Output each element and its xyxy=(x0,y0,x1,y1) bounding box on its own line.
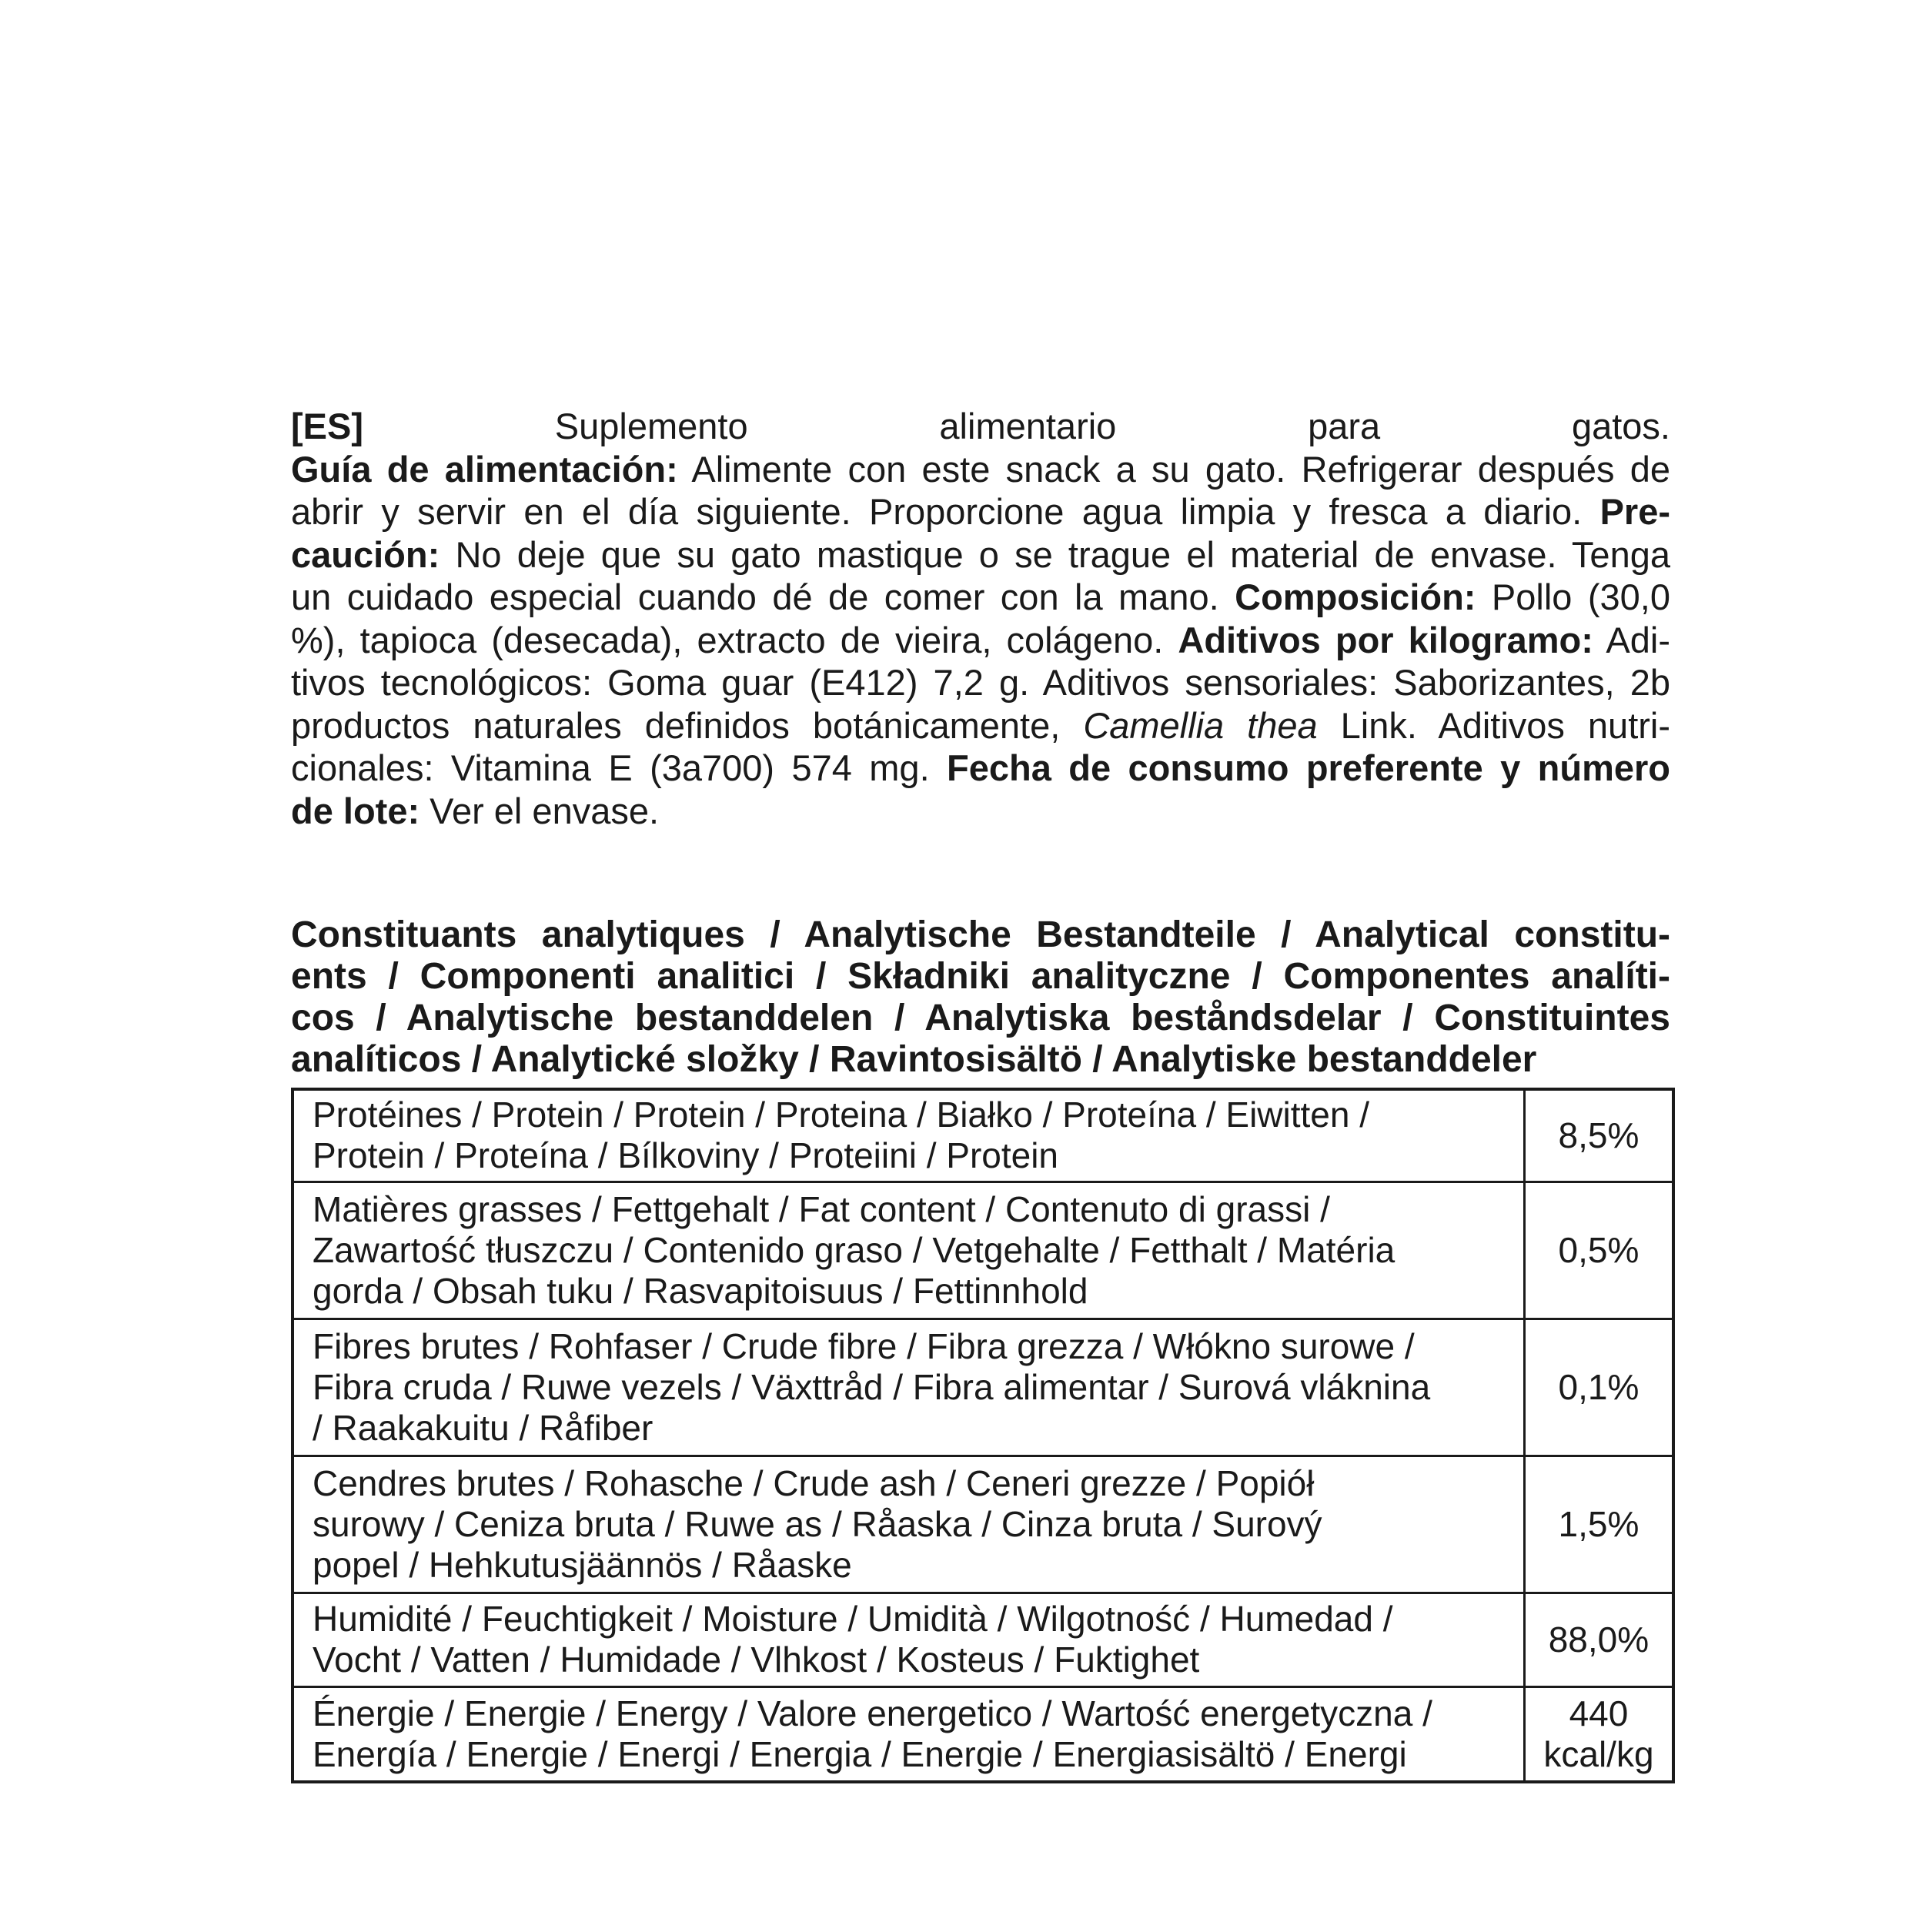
heading-line: Constituants analytiques / Analytische Bestandteile / Analytical constitu- xyxy=(291,914,1670,955)
label-line xyxy=(291,576,1670,619)
constituent-name-line: Fibres brutes / Rohfaser / Crude fibre / Fibra grezza / Włókno surowe / xyxy=(313,1325,1415,1366)
label-bold-text: Pre- xyxy=(1599,491,1670,532)
constituent-name-line: Matières grasses / Fettgehalt / Fat content / Contenuto di grassi / xyxy=(313,1188,1330,1229)
constituent-value-line: 1,5% xyxy=(1558,1503,1640,1544)
label-bold-text: Aditivos por kilogramo: xyxy=(1178,619,1593,660)
constituent-name-line: Énergie / Energie / Energy / Valore energetico / Wartość energetyczna / xyxy=(313,1693,1432,1733)
label-line xyxy=(291,490,1670,533)
constituent-value xyxy=(1524,1686,1673,1782)
constituent-name-line: Energía / Energie / Energi / Energia / Energie / Energiasisältö / Energi xyxy=(313,1733,1407,1774)
constituent-name-line: Humidité / Feuchtigkeit / Moisture / Umidità / Wilgotność / Humedad / xyxy=(313,1599,1393,1639)
label-text: Alimente con este snack a su gato. Refrigerar después de xyxy=(677,448,1670,490)
language-tag: [ES] xyxy=(291,406,363,446)
product-description: Suplemento alimentario para gatos. xyxy=(363,406,1670,446)
constituent-value-line: 8,5% xyxy=(1558,1115,1640,1155)
label-bold-text: Fecha de consumo preferente y número xyxy=(947,747,1670,788)
constituent-name xyxy=(292,1456,1524,1593)
table-row xyxy=(292,1319,1673,1456)
constituent-name-line: surowy / Ceniza bruta / Ruwe as / Råaska / Cinza bruta / Surový xyxy=(313,1503,1322,1544)
label-text: abrir y servir en el día siguiente. Proporcione agua limpia y fresca a diario. xyxy=(291,491,1600,532)
label-bold-text: caución: xyxy=(291,533,440,575)
constituent-name xyxy=(292,1686,1524,1782)
constituent-value xyxy=(1524,1089,1673,1182)
label-body xyxy=(291,448,1670,833)
label-bold-text: Composición: xyxy=(1235,577,1476,617)
label-text: Adi- xyxy=(1593,619,1670,660)
constituent-value-line: 0,1% xyxy=(1558,1366,1640,1407)
label-line xyxy=(291,448,1670,491)
constituent-value xyxy=(1524,1456,1673,1593)
constituent-name-line: gorda / Obsah tuku / Rasvapitoisuus / Fettinnhold xyxy=(313,1270,1088,1311)
constituent-value-line: 0,5% xyxy=(1558,1229,1640,1270)
table-row xyxy=(292,1593,1673,1686)
constituent-value xyxy=(1524,1182,1673,1319)
label-bold-text: Guía de alimentación: xyxy=(291,448,678,490)
constituent-name-line: / Raakakuitu / Råfiber xyxy=(313,1407,653,1448)
label-text: Pollo (30,0 xyxy=(1476,577,1670,617)
table-row xyxy=(292,1182,1673,1319)
constituent-name-line: Protein / Proteína / Bílkoviny / Proteiini / Protein xyxy=(313,1135,1059,1176)
constituent-name xyxy=(292,1319,1524,1456)
label-italic-text: Camellia thea xyxy=(1083,704,1318,746)
constituent-name-line: Fibra cruda / Ruwe vezels / Växttråd / Fibra alimentar / Surová vláknina xyxy=(313,1366,1431,1407)
spanish-label-text xyxy=(291,405,1670,832)
label-text: cionales: Vitamina E (3a700) 574 mg. xyxy=(291,747,948,788)
label-bold-text: de lote: xyxy=(291,790,420,831)
constituent-name-line: Protéines / Protein / Protein / Proteina / Białko / Proteína / Eiwitten / xyxy=(313,1095,1370,1135)
label-line xyxy=(291,747,1670,790)
heading-line: ents / Componenti analitici / Składniki analityczne / Componentes analíti- xyxy=(291,956,1670,997)
constituent-value xyxy=(1524,1319,1673,1456)
constituent-name xyxy=(292,1089,1524,1182)
label-text: %), tapioca (desecada), extracto de vieira, colágeno. xyxy=(291,619,1178,660)
heading-line: cos / Analytische bestanddelen / Analytiska beståndsdelar / Constituintes xyxy=(291,998,1670,1038)
label-line xyxy=(291,533,1670,577)
table-row xyxy=(292,1686,1673,1782)
label-text: No deje que su gato mastique o se trague el material de envase. Tenga xyxy=(440,533,1670,575)
heading-line: analíticos / Analytické složky / Ravintosisältö / Analytiske bestanddeler xyxy=(291,1039,1537,1080)
constituent-name xyxy=(292,1593,1524,1686)
constituent-name xyxy=(292,1182,1524,1319)
label-line xyxy=(291,405,1670,448)
label-line xyxy=(291,661,1670,704)
constituent-value-line: kcal/kg xyxy=(1543,1733,1654,1774)
analytical-constituents-table xyxy=(291,1088,1675,1783)
label-line xyxy=(291,704,1670,747)
constituent-name-line: popel / Hehkutusjäännös / Råaske xyxy=(313,1544,852,1585)
constituent-value xyxy=(1524,1593,1673,1686)
constituent-name-line: Vocht / Vatten / Humidade / Vlhkost / Kosteus / Fuktighet xyxy=(313,1640,1200,1680)
label-text: tivos tecnológicos: Goma guar (E412) 7,2 g. Aditivos sensoriales: Saborizantes, 2b xyxy=(291,662,1670,703)
constituent-value-line: 88,0% xyxy=(1548,1619,1650,1660)
analytical-constituents-heading xyxy=(291,914,1670,1081)
label-line xyxy=(291,619,1670,662)
label-text: un cuidado especial cuando dé de comer con la mano. xyxy=(291,577,1235,617)
table-row xyxy=(292,1089,1673,1182)
label-text: Ver el envase. xyxy=(419,790,660,831)
label-text: Link. Aditivos nutri- xyxy=(1317,704,1670,746)
label-text: productos naturales definidos botánicamente, xyxy=(291,704,1084,746)
constituent-name-line: Cendres brutes / Rohasche / Crude ash / Ceneri grezze / Popiół xyxy=(313,1462,1315,1503)
constituent-name-line: Zawartość tłuszczu / Contenido graso / Vetgehalte / Fetthalt / Matéria xyxy=(313,1229,1396,1270)
constituent-value-line: 440 xyxy=(1569,1693,1629,1733)
label-line xyxy=(291,790,1670,833)
table-row xyxy=(292,1456,1673,1593)
